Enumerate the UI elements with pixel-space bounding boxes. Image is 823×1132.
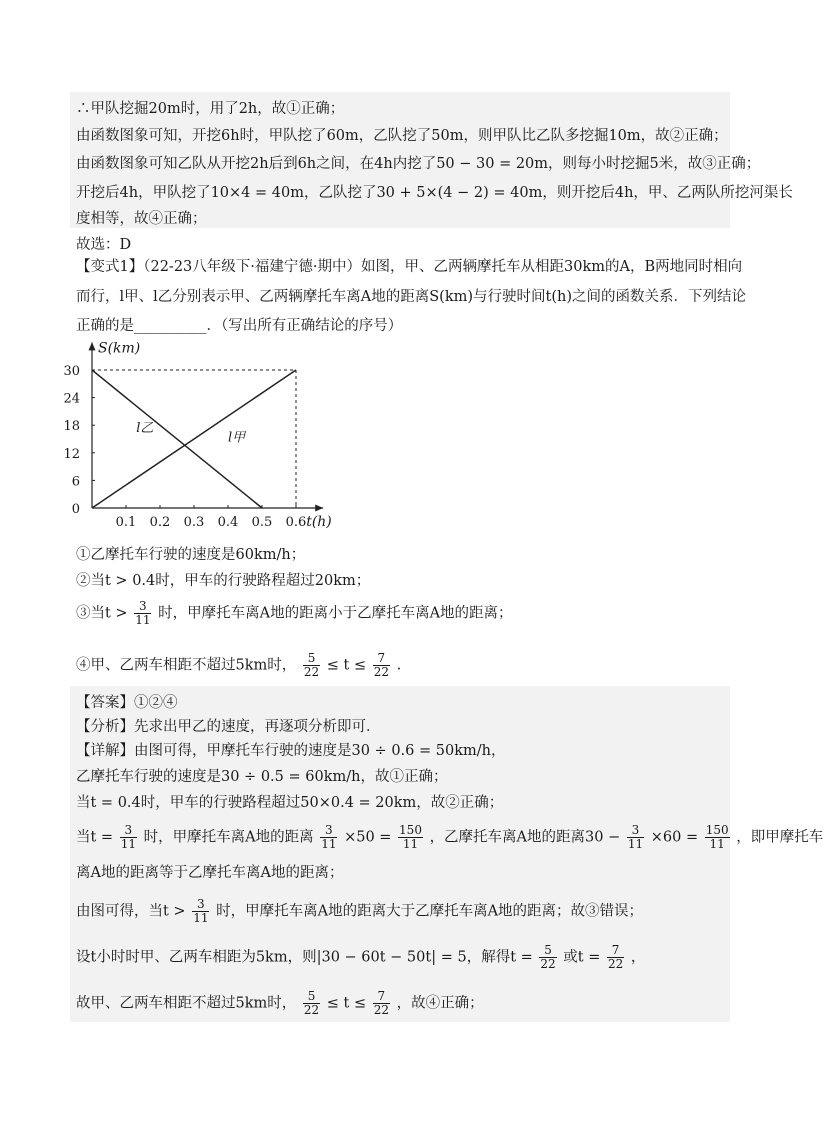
series-label-l-jia: l甲 — [228, 430, 246, 446]
x-axis-label: t(h) — [306, 514, 332, 530]
y-tick-label: 24 — [63, 391, 80, 407]
text: ，乙摩托车离A地的距离30 − — [429, 829, 621, 846]
prev-line-2: 由函数图象可知，开挖6h时，甲队挖了60m，乙队挖了50m，则甲队比乙队多挖掘10m，故②正确； — [76, 128, 728, 144]
text: ，即甲摩托车 — [736, 829, 823, 846]
option-4-fraction-b — [373, 652, 390, 679]
option-4-mid: ≤ t ≤ — [326, 657, 367, 674]
denominator: 11 — [120, 837, 136, 851]
option-2: ②当t > 0.4时，甲车的行驶路程超过20km； — [76, 573, 371, 589]
numerator: 150 — [399, 823, 422, 837]
text: 时，甲摩托车离A地的距离大于乙摩托车离A地的距离；故③错误； — [216, 903, 644, 920]
y-axis-arrow — [89, 342, 96, 350]
option-4-post: . — [396, 657, 402, 674]
variant-line-2: 而行，l甲、l乙分别表示甲、乙两辆摩托车离A地的距离S(km)与行驶时间t(h)之间的函数关系．下列结论 — [76, 289, 747, 305]
text: 设t小时时甲、乙两车相距为5km，则|30 − 60t − 50t| = 5，解得t = — [76, 949, 533, 966]
numerator: 7 — [373, 990, 390, 1004]
text: 由图可得，当t > — [76, 903, 186, 920]
numerator: 7 — [373, 652, 390, 666]
option-3 — [76, 600, 513, 627]
fraction — [373, 990, 390, 1017]
option-1: ①乙摩托车行驶的速度是60km/h； — [76, 547, 306, 563]
denominator: 22 — [607, 957, 624, 971]
answer-shade — [70, 686, 730, 1022]
numerator: 3 — [627, 824, 644, 838]
option-4-pre: ④甲、乙两车相距不超过5km时， — [76, 657, 297, 674]
fraction — [398, 824, 423, 851]
denominator: 11 — [193, 911, 209, 925]
detail-line-6 — [76, 898, 643, 925]
prev-line-3: 由函数图象可知乙队从开挖2h后到6h之间，在4h内挖了50 − 30 = 20m，则每小时挖掘5米，故③正确； — [76, 156, 761, 172]
detail-line-5: 离A地的距离等于乙摩托车离A地的距离； — [76, 865, 344, 881]
y-tick-label: 6 — [71, 474, 80, 490]
text: 当t = — [76, 829, 114, 846]
numerator: 7 — [607, 944, 624, 958]
numerator: 5 — [303, 990, 320, 1004]
y-tick-label: 12 — [63, 446, 80, 462]
prev-line-5: 度相等，故④正确； — [76, 211, 207, 227]
numerator: 3 — [320, 824, 337, 838]
fraction — [303, 990, 320, 1017]
detail-line-1: 【详解】由图可得，甲摩托车行驶的速度是30 ÷ 0.6 = 50km/h， — [76, 743, 506, 759]
series-line-1 — [92, 370, 296, 508]
fraction — [627, 824, 644, 851]
text: ×60 = — [650, 829, 699, 846]
y-tick-label: 30 — [63, 364, 80, 379]
denominator: 22 — [373, 665, 390, 679]
y-tick-label: 18 — [63, 419, 80, 435]
prev-choice: 故选：D — [76, 237, 132, 253]
fraction — [539, 944, 556, 971]
detail-line-3: 当t = 0.4时，甲车的行驶路程超过50×0.4 = 20km，故②正确； — [76, 795, 504, 811]
text: 或t = — [563, 949, 601, 966]
fraction — [120, 824, 137, 851]
detail-line-7 — [76, 944, 645, 971]
x-tick-label: 0.4 — [217, 515, 239, 530]
denominator: 11 — [321, 837, 337, 851]
option-3-fraction — [134, 600, 151, 627]
numerator: 150 — [705, 823, 729, 837]
numerator: 3 — [134, 600, 151, 614]
denominator: 11 — [709, 837, 725, 851]
x-tick-label: 0.2 — [149, 515, 171, 530]
text: 故甲、乙两车相距不超过5km时， — [76, 995, 297, 1012]
series-label-l-yi: l乙 — [136, 421, 154, 437]
numerator: 3 — [192, 898, 209, 912]
denominator: 22 — [540, 957, 556, 971]
option-3-pre: ③当t > — [76, 605, 128, 622]
detail-line-8 — [76, 990, 484, 1017]
denominator: 11 — [402, 837, 419, 851]
prev-line-4: 开挖后4h，甲队挖了10×4 = 40m，乙队挖了30 + 5×(4 − 2) = 40m，则开挖后4h，甲、乙两队所挖河渠长 — [76, 185, 793, 201]
x-axis-arrow — [315, 505, 323, 512]
numerator: 5 — [303, 652, 320, 666]
variant-line-3: 正确的是__________．（写出所有正确结论的序号） — [76, 318, 403, 334]
denominator: 22 — [373, 1003, 390, 1017]
text: ，故④正确； — [396, 995, 484, 1012]
detail-line-4 — [76, 824, 823, 851]
x-tick-label: 0.3 — [183, 515, 205, 530]
x-tick-label: 0.5 — [251, 515, 273, 530]
denominator: 22 — [303, 1003, 320, 1017]
denominator: 11 — [135, 613, 151, 627]
option-4 — [76, 652, 401, 679]
fraction — [320, 824, 337, 851]
text: ≤ t ≤ — [326, 995, 367, 1012]
option-3-post: 时，甲摩托车离A地的距离小于乙摩托车离A地的距离； — [158, 605, 513, 622]
text: 时，甲摩托车离A地的距离 — [143, 829, 314, 846]
y-axis-label: S(km) — [98, 340, 141, 357]
fraction — [705, 824, 730, 851]
text: ， — [630, 949, 646, 966]
analysis-line: 【分析】先求出甲乙的速度，再逐项分析即可． — [76, 719, 381, 735]
denominator: 22 — [303, 665, 320, 679]
numerator: 5 — [539, 944, 556, 958]
denominator: 11 — [627, 837, 644, 851]
y-tick-label: 0 — [71, 502, 80, 517]
prev-line-1: ∴甲队挖掘20m时，用了2h，故①正确； — [76, 101, 345, 117]
x-tick-label: 0.1 — [115, 515, 137, 530]
answer-line: 【答案】①②④ — [76, 695, 178, 711]
numerator: 3 — [120, 824, 137, 838]
detail-line-2: 乙摩托车行驶的速度是30 ÷ 0.5 = 60km/h，故①正确； — [76, 769, 448, 785]
fraction — [607, 944, 624, 971]
distance-time-chart — [62, 330, 362, 530]
option-4-fraction-a — [303, 652, 320, 679]
text: ×50 = — [344, 829, 392, 846]
x-tick-label: 0.6 — [285, 515, 307, 530]
fraction — [192, 898, 209, 925]
variant-line-1: 【变式1】（22-23八年级下·福建宁德·期中）如图，甲、乙两辆摩托车从相距30km的A，B两地同时相向 — [76, 259, 743, 275]
